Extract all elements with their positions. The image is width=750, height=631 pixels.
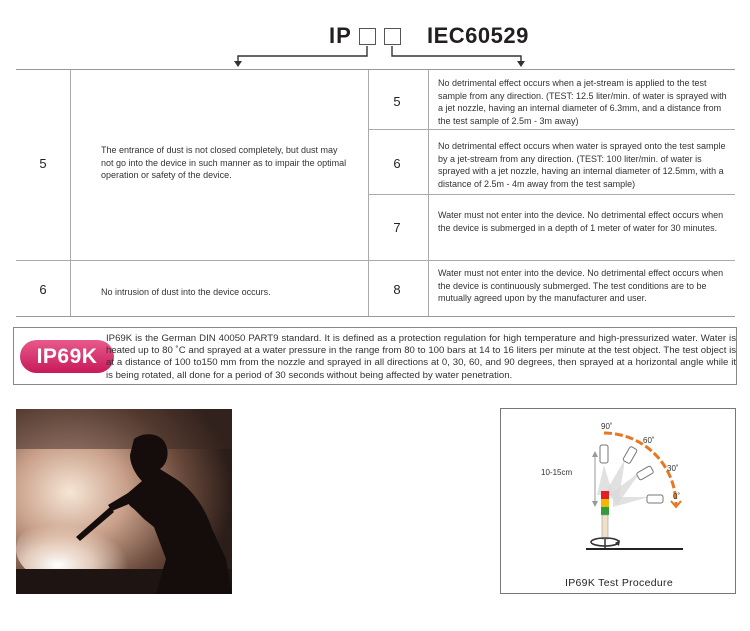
nozzle-60 <box>623 446 638 464</box>
angle-label-30: 30˚ <box>667 464 679 473</box>
dust-code: 6 <box>39 282 47 297</box>
water-description: Water must not enter into the device. No detrimental effect occurs when the device is continuously submerged. The test conditions are to be mutually agreed upon by the manufacturer and user. <box>438 268 724 303</box>
angle-label-0: 0˚ <box>673 492 681 501</box>
dust-description: The entrance of dust is not closed completely, but dust may not go into the device in such manner as to impair the optimal operation or safety of the device. <box>101 145 347 180</box>
table-row-divider <box>368 260 735 261</box>
test-procedure-caption: IP69K Test Procedure <box>565 577 673 589</box>
table-row-divider <box>368 129 735 130</box>
water-description: No detrimental effect occurs when water is sprayed onto the test sample by a jet-stream from any direction. (TEST: 100 liter/min. of water is sprayed with a jet nozzle, having an internal diameter of 12.5mm, with a distance of 2.5m - 4m away from the test sample) <box>438 141 726 189</box>
table-divider <box>428 70 429 316</box>
water-code: 8 <box>393 282 401 297</box>
ip69k-section <box>13 327 737 385</box>
water-description: Water must not enter into the device. No detrimental effect occurs when the device is submerged in a depth of 1 meter of water for 30 minutes. <box>438 210 724 233</box>
ip-rating-table <box>16 69 735 317</box>
table-divider <box>368 70 369 316</box>
angle-label-60: 60˚ <box>643 436 655 445</box>
dust-description: No intrusion of dust into the device occurs. <box>101 287 271 297</box>
water-code: 7 <box>393 220 401 235</box>
signal-tower-icon <box>601 491 609 549</box>
table-row-divider <box>368 194 735 195</box>
standard-label: IEC60529 <box>427 23 529 48</box>
ip69k-description: IP69K is the German DIN 40050 PART9 standard. It is defined as a protection regulation for high temperature and high-pressurized water. Water is heated up to 80 ˚C and sprayed at a water pressure in the range from 80 to 100 bars at 14 to 16 liters per minute at the test object. The test object is at a distance of 100 to150 mm from the nozzle and sprayed in all directions at 0, 30, 60, and 90 degrees, then sprayed at a horizontal angle while it is being rotated, all done for a period of 30 seconds without being affected by water penetration. <box>106 333 736 381</box>
water-description: No detrimental effect occurs when a jet-stream is applied to the test sample from any direction. (TEST: 12.5 liter/min. of water is sprayed with a jet nozzle, having an internal diameter of 6.3mm, and a distance from the test sample of 2.5m - 3m away) <box>438 78 727 126</box>
nozzle-30 <box>636 466 654 481</box>
angle-label-90: 90˚ <box>601 422 613 431</box>
ip-label: IP <box>329 23 352 48</box>
nozzle-0 <box>647 495 663 503</box>
worker-pressure-washing-photo <box>16 409 232 594</box>
table-divider <box>70 70 71 316</box>
ip69k-badge: IP69K <box>20 340 114 373</box>
ip69k-test-procedure-diagram <box>500 408 736 594</box>
water-code: 5 <box>393 94 401 109</box>
digit-arrows <box>0 20 750 70</box>
ip-code-header <box>0 20 750 60</box>
water-code: 6 <box>393 156 401 171</box>
table-row-divider <box>16 260 369 261</box>
test-procedure-figure <box>501 409 737 579</box>
dust-code: 5 <box>39 156 47 171</box>
distance-label: 10-15cm <box>541 468 573 477</box>
nozzle-90 <box>600 445 608 463</box>
